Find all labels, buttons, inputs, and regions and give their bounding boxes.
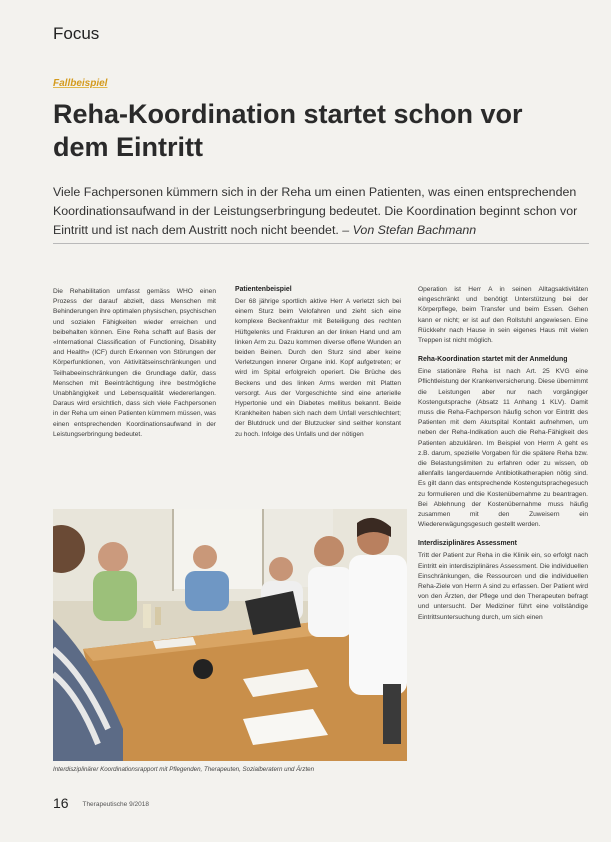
text-column-1: [53, 287, 216, 449]
magazine-issue: Therapeutische 9/2018: [82, 800, 149, 808]
paragraph: Eine stationäre Reha ist nach Art. 25 KVG eine Pflichtleistung der Krankenversicherung. Diese übernimmt die Leistungen aber nur nach vorgängiger Kostengutsprache (Absatz 11 Anhang 1 KLV). Damit muss die Reha-Fachperson häufig schon vor Eintritt des Patienten mit dem Akutspital Kontakt aufnehmen, um neben der Reha-Indikation auch die Reha-Fähigkeit des Patienten abzuklären. Im Beispiel von Herrn A geht es z.B. darum, spezielle Vorgaben für die spätere Reha bzw. die Belastungslimiten zu erfahren oder zu wissen, ob allenfalls langerdauernde Antibiotikatherapien nötig sind. Es gilt dann das entsprechende Kostengutsprachegesuch zu formulieren und die Kostenübernahme zu beantragen. Bei Ablehnung der Kostenübernahme muss häufig zusammen mit den Zuweisern ein Wiedererwägungsgesuch gestellt werden.: [418, 368, 588, 529]
article-lead: [53, 183, 588, 240]
text-column-3: [418, 285, 588, 632]
paragraph: Tritt der Patient zur Reha in die Klinik ein, so erfolgt nach Eintritt ein interdisziplinäres Assessment. Die individuellen Einschränkungen, die Ressourcen und die individuellen Reha-Ziele von Herrn A sind zu erfassen. Der Patient wird von den Ärzten, der Pflege und den Therapeuten befragt und untersucht. Der Mediziner führt eine vollständige Eintrittsuntersuchung durch, um sich einen: [418, 552, 588, 621]
section-label: Focus: [53, 24, 100, 43]
article-kicker: Fallbeispiel: [53, 78, 108, 89]
photo-caption: Interdisziplinärer Koordinationsrapport mit Pflegenden, Therapeuten, Sozialberatern und Ärzten: [53, 766, 315, 773]
text-column-2: [235, 285, 401, 449]
subheading: Patientenbeispiel: [235, 286, 292, 293]
subheading: Interdisziplinäres Assessment: [418, 540, 517, 548]
paragraph: Der 68 jährige sportlich aktive Herr A verletzt sich bei einem Sturz beim Velofahren und zieht sich eine komplexe Beckenfraktur mit Beteiligung des rechten Hüftgelenks und Frakturen an der linken Hand und am linken Arm zu. Dazu kommen diverse offene Wunden an beiden Beinen. Durch den Sturz sind aber keine Verletzungen innerer Organe inkl. Kopf aufgetreten; er wird im Spital erfolgreich operiert. Die Brüche des Beckens und des linken Arms werden mit Platten versorgt. Aus der Vorgeschichte sind eine arterielle Hypertonie und ein Diabetes mellitus bekannt. Beide Krankheiten haben sich nach dem Unfall verschlechtert; der Blutdruck und der Blutzucker sind seither konstant zu hoch. Infolge des Unfalls und der nötigen: [235, 298, 401, 438]
lead-text: Viele Fachpersonen kümmern sich in der Reha um einen Patienten, was einen entsprechenden Koordinationsaufwand in der Leistungserbringung bedeutet. Die Koordination beginnt schon vor Eintritt und ist nach dem Austritt noch nicht beendet.: [53, 185, 578, 237]
paragraph: Operation ist Herr A in seinen Alltagsaktivitäten eingeschränkt und benötigt Unterstützung bei der Körperpflege, beim Transfer und beim Essen. Gehen kann er nicht; er ist auf den Rollstuhl angewiesen. Eine Rückkehr nach Hause in sein eigenes Haus mit vielen Treppen ist nicht möglich.: [418, 286, 588, 345]
article-photo: [53, 509, 407, 761]
article-author: – Von Stefan Bachmann: [342, 223, 477, 237]
page-number: 16: [53, 795, 69, 811]
lead-divider: [53, 243, 589, 244]
page-footer: [53, 795, 149, 811]
meeting-photo-illustration: [53, 509, 407, 761]
article-title: Reha-Koordination startet schon vor dem Eintritt: [53, 99, 523, 162]
paragraph: Die Rehabilitation umfasst gemäss WHO einen Prozess der darauf abzielt, dass Menschen mit Behinderungen ihre optimalen physischen, psychischen und sozialen Fähigkeiten wieder erreichen und beibehalten können. Eine Reha schafft auf Basis der «International Classification of Functioning, Disability and Health» (ICF) durch Erkennen von Störungen der Körperfunktionen, von Aktivitätseinschränkungen und Teilhabeeinschränkungen die Grundlage dafür, dass Menschen mit Beeinträchtigung ihre bestmögliche Unabhängigkeit und Lebensqualität wiedererlangen. Daraus wird ersichtlich, dass sich viele Fachpersonen in der Reha um einen Patienten kümmern müssen, was einen entsprechenden Koordinationsaufwand in der Leistungserbringung bedeutet.: [53, 288, 216, 438]
subheading: Reha-Koordination startet mit der Anmeldung: [418, 356, 568, 364]
